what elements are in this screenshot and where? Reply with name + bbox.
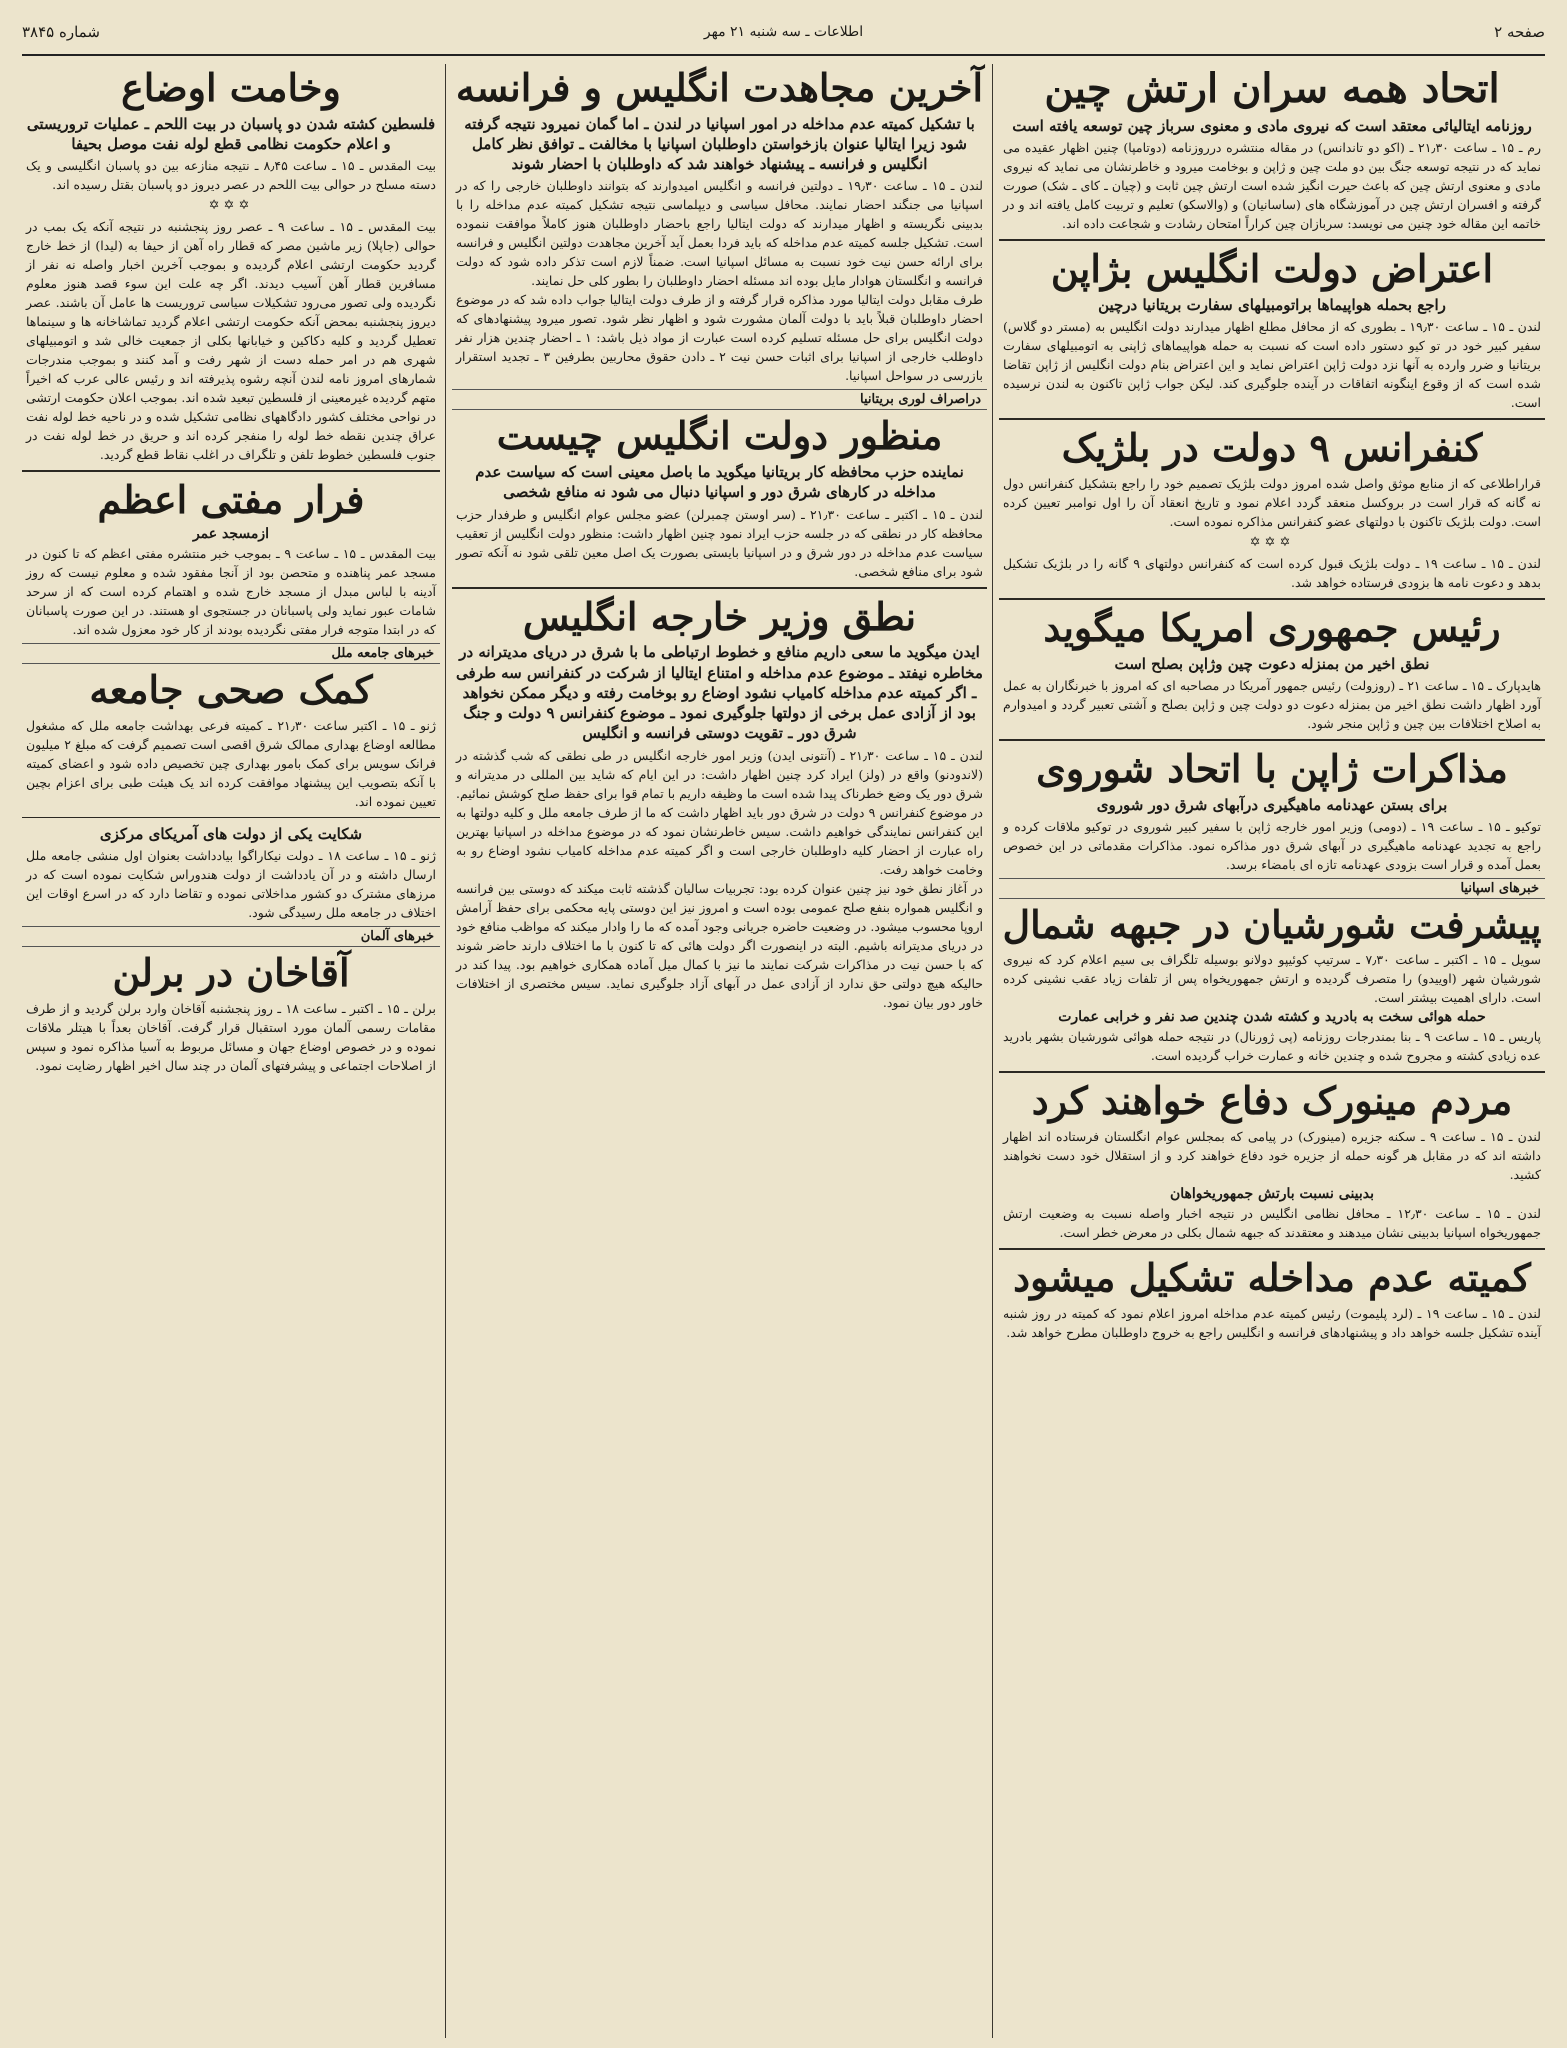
- article-china-army: رم ـ ۱۵ ـ ساعت ۲۱٫۳۰ ـ (اکو دو تاندانس) در مقاله منتشره درروزنامه (دوتامپا) چنین اظهار عقیده می نماید که در نتیجه توسعه جنگ بین دو ملت چین و ژاپن و بوخامت میرود و خاطرنشان می نماید که نیروی مادی و معنوی ارتش چین که باعث حیرت انگیز شده است ارتش چین ثابت و (چیان ـ کای ـ شک) صورت گرفته و افسران ارتش چین در آموزشگاه های (ساسانیان) و (والاسکو) تعلیم و تربیت کامل یافته اند و در خاتمه این مقاله خود چنین می نویسد: سربازان چین کراراً امتحان رشادت و شجاعت داده اند.: [1003, 140, 1541, 232]
- subhead-mufti: ازمسجد عمر: [192, 525, 270, 542]
- masthead: [22, 10, 1545, 56]
- star-divider: ✡✡✡: [208, 198, 254, 214]
- article-belgium-conference: قراراطلاعی که از منابع موثق واصل شده امروز دولت بلژیک تصمیم خود را راجع بتشکیل کنفرانس دول نه گانه که قرار است در بروکسل منعقد گردد اعلام نمود و تاریخ انعقاد آن را اول نوامبر تعیین کرده است. دولت بلژیک تاکنون با دولتهای عضو کنفرانس مذاکره نموده است.: [1003, 475, 1541, 529]
- headline-aga-khan: آقاخان در برلن: [112, 949, 350, 995]
- article-last-effort-2: طرف مقابل دولت ایتالیا مورد مذاکره قرار گرفته و از طرف دولت ایتالیا جواب داده شد که در موضوع احضار داوطلبان قبلاً باید با دولت آلمان مشورت شود و اظهار نظر شود. تصور میرود پیشنهادهای که دولت انگلیس برای حل مسئله تسلیم کرده است عبارت از مواد ذیل باشد: ۱ ـ احضار چندین هزار نفر داوطلب خارجی از اسپانیا برای اثبات حسن نیت ۲ ـ دادن حقوق محاربین بطرفین ۳ ـ تجدید استقرار بازرسی در سواحل اسپانیا.: [456, 292, 984, 384]
- subhead-eden-speech: ایدن میگوید ما سعی داریم منافع و خطوط ارتباطی ما با شرق در دریای مدیترانه در مخاطره نیفتد ـ موضوع عدم مداخله و امتناع ایتالیا از شرکت در کنفرانس سه طرفی ـ اگر کمیته عدم مداخله کامیاب نشود اوضاع رو بوخامت رفته و دیگر ممکن نخواهد بود از آزادی عمل برخی از دولتها جلوگیری نمود ـ موضوع کنفرانس ۹ دولت و جنگ شرق دور ـ تقویت دوستی فرانسه و انگلیس: [456, 643, 983, 743]
- section-label-league: خبرهای جامعه ملل: [22, 643, 440, 664]
- star-divider: ✡✡✡: [1249, 534, 1295, 550]
- date-line: اطلاعات ـ سه شنبه ۲۱ مهر: [703, 24, 864, 40]
- newspaper-page: [22, 10, 1545, 2038]
- column-right: [999, 64, 1545, 2038]
- subhead-air-raid: حمله هوائی سخت به بادرید و کشته شدن چندین صد نفر و خرابی عمارت: [1058, 1009, 1486, 1026]
- section-label-spain: خبرهای اسپانیا: [999, 878, 1545, 899]
- article-us-president: هایدپارک ـ ۱۵ ـ ساعت ۲۱ ـ (روزولت) رئیس جمهور آمریکا در مصاحبه ای که امروز با خبرنگاران به عمل آورد اظهار داشت نطق اخیر من بمنزله دعوت دو دولت چین و ژاپن بصلح و آشتی تعبیر گردد و امیدوارم به اصلاح اختلافات بین چین و ژاپن منجر شود.: [1003, 677, 1541, 731]
- subhead-japan-soviet: برای بستن عهدنامه ماهیگیری درآبهای شرق دور شوروی: [1096, 795, 1448, 814]
- headline-uk-protest: اعتراض دولت انگلیس بژاپن: [1050, 246, 1494, 292]
- article-japan-soviet: توکیو ـ ۱۵ ـ ساعت ۱۹ ـ (دومی) وزیر امور خارجه ژاپن با سفیر کبیر شوروی در توکیو ملاقات کرده و راجع به تجدید عهدنامه ماهیگیری در آبهای شرق دور مذاکره نمود. مذاکرات مقدماتی در این خصوص بعمل آمده و قرار است بزودی عهدنامه تازه ای بامضاء برسد.: [1003, 818, 1541, 872]
- article-non-intervention: لندن ـ ۱۵ ـ ساعت ۱۹ ـ (لرد پلیموت) رئیس کمیته عدم مداخله امروز اعلام نمود که کمیته در روز شنبه آینده تشکیل جلسه خواهد داد و پیشنهادهای فرانسه و انگلیس راجع به خروج داوطلبان مطرح خواهد شد.: [1003, 1305, 1541, 1340]
- headline-uk-intent: منظور دولت انگلیس چیست: [496, 413, 943, 459]
- headline-rebels-north: پیشرفت شورشیان در جبهه شمال: [1002, 901, 1542, 947]
- article-uk-intent: لندن ـ ۱۵ ـ اکتبر ـ ساعت ۲۱٫۳۰ ـ (سر اوستن چمبرلن) عضو مجلس عوام انگلیس و طرفدار حزب محافظه کار در نطقی که در جلسه حزب ایراد نمود چنین اظهار داشت: منظور دولت انگلیس از تعقیب سیاست عدم مداخله در دور شرق و در اسپانیا بایستی بصورت یک اصل معین تلقی شود نه آنکه تصور شود برای منافع شخصی.: [456, 506, 983, 579]
- article-mufti: بیت المقدس ـ ۱۵ ـ ساعت ۹ ـ بموجب خبر منتشره مفتی اعظم که تا کنون در مسجد عمر پناهنده و متحصن بود از آنجا مفقود شده و معلوم نیست که روز آدینه با لباس مبدل از مسجد خارج شده و اهتمام کرده است که از سرحد شامات عبور نماید ولی پاسبانان در جستجوی او هستند. در این صورت پاسبانان که در ابتدا متوجه فرار مفتی نگردیده بودند از کار خود معزول شده اند.: [26, 545, 436, 637]
- headline-belgium-conference: کنفرانس ۹ دولت در بلژیک: [1061, 425, 1483, 471]
- article-uk-protest: لندن ـ ۱۵ ـ ساعت ۱۹٫۳۰ ـ بطوری که از محافل مطلع اظهار میدارند دولت انگلیس به (مستر دو گلاس) سفیر کبیر خود در تو کیو دستور داده است که نسبت به حمله هواپیماهای ژاپنی به اتومبیلهای سفارت بریتانیا و ضرر وارده به آنها نزد دولت ژاپن اعتراض نماید و این اعتراض بنام دولت انگلیس از ژاپن تقاضا شده است که از وقوع اینگونه اتفاقات در آینده جلوگیری کند. لیکن جواب ژاپن تاکنون به لندن نرسیده است.: [1003, 319, 1541, 411]
- column-left: [22, 64, 440, 2038]
- article-aga-khan: برلن ـ ۱۵ ـ اکتبر ـ ساعت ۱۸ ـ روز پنجشنبه آقاخان وارد برلن گردید و از طرف مقامات رسمی آلمان مورد استقبال قرار گرفت. آقاخان بعداً با هیتلر ملاقات نموده و در خصوص اوضاع جهان و مسائل مربوط به آسیا مذاکره نمود و سپس از اصلاحات اجتماعی و پیشرفتهای آلمان در چند سال اخیر اظهار رضایت نمود.: [26, 1000, 437, 1073]
- subhead-palestine: فلسطین کشته شدن دو پاسبان در بیت اللحم ـ عملیات تروریستی و اعلام حکومت نظامی قطع لوله نفت موصل بحیفا: [26, 114, 436, 153]
- article-pessimism: لندن ـ ۱۵ ـ ساعت ۱۲٫۳۰ ـ محافل نظامی انگلیس در نتیجه اخبار واصله نسبت به وضعیت ارتش جمهوریخواه اسپانیا بدبینی نشان میدهند و معتقدند که جبهه شمال بکلی در معرض خطر است.: [1003, 1206, 1541, 1241]
- headline-minorca: مردم مینورک دفاع خواهند کرد: [1031, 1078, 1513, 1124]
- headline-eden-speech: نطق وزیر خارجه انگلیس: [522, 593, 917, 639]
- column-center: [452, 64, 987, 2038]
- headline-palestine: وخامت اوضاع: [121, 65, 341, 110]
- article-minorca: لندن ـ ۱۵ ـ ساعت ۹ ـ سکنه جزیره (مینورک) در پیامی که بمجلس عوام انگلستان فرستاده اند اظهار داشته اند که در مقابل هر گونه حمله از جزیره خود دفاع خواهند کرد و از استقلال خود دست نخواهند کشید.: [1003, 1129, 1541, 1183]
- column-rule: [445, 64, 446, 2038]
- article-belgium-conference-2: لندن ـ ۱۵ ـ ساعت ۱۹ ـ دولت بلژیک قبول کرده است که کنفرانس دولتهای ۹ گانه را در بلژیک تشکیل بدهد و دعوت نامه ها بزودی فرستاده خواهد شد.: [1003, 555, 1541, 590]
- article-palestine: بیت المقدس ـ ۱۵ ـ ساعت ۸٫۴۵ ـ نتیجه منازعه بین دو پاسبان انگلیسی و یک دسته مسلح در حوالی بیت اللحم در عصر دیروز دو پاسبان بقتل رسیده اند.: [26, 158, 436, 193]
- subhead-us-president: نطق اخیر من بمنزله دعوت چین وژاپن بصلح است: [1114, 654, 1430, 673]
- headline-health-aid: کمک صحی جامعه: [89, 666, 373, 712]
- headline-china-army: اتحاد همه سران ارتش چین: [1044, 65, 1500, 112]
- page-tag: صفحه ۲: [1494, 23, 1545, 41]
- headline-non-intervention: کمیته عدم مداخله تشکیل میشود: [1013, 1255, 1531, 1301]
- section-label-germany: خبرهای آلمان: [22, 926, 440, 947]
- headline-last-effort: آخرین مجاهدت انگلیس و فرانسه: [455, 65, 984, 110]
- subhead-nicaragua: شکایت یکی از دولت های آمریکای مرکزی: [99, 824, 363, 843]
- section-label-britain: دراصراف لوری بریتانیا: [452, 389, 987, 410]
- headline-japan-soviet: مذاکرات ژاپن با اتحاد شوروی: [1036, 745, 1508, 791]
- subhead-uk-protest: راجع بحمله هواپیماها براتومبیلهای سفارت بریتانیا درچین: [1098, 295, 1446, 314]
- article-nicaragua: ژنو ـ ۱۵ ـ ساعت ۱۸ ـ دولت نیکاراگوا بیادداشت بعنوان اول منشی جامعه ملل ارسال داشته و در آن یادداشت از دولت هندوراس شکایت نموده است که در مرزهای مشترک دو کشور مداخلاتی نموده و تقاضا دارد که در اسرع اوقات این اختلاف در جامعه ملل رسیدگی شود.: [26, 847, 436, 920]
- article-health-aid: ژنو ـ ۱۵ ـ اکتبر ساعت ۲۱٫۳۰ ـ کمیته فرعی بهداشت جامعه ملل که مشغول مطالعه اوضاع بهداری ممالک شرق اقصی است تصمیم گرفت که مبلغ ۲ میلیون فرانک سویس برای کمک بامور بهداری چین تخصیص داده شود و اعضای کمیته با آنکه بتصویب این پیشنهاد موافقت کرده اند یک هیئت طبی برای اعزام بچین تعیین نموده اند.: [26, 717, 436, 809]
- article-air-raid: پاریس ـ ۱۵ ـ ساعت ۹ ـ بنا بمندرجات روزنامه (پی ژورنال) در نتیجه حمله هوائی شورشیان بشهر بادرید عده زیادی کشته و مجروح شده و چندین خانه و عمارت خراب گردیده است.: [1003, 1029, 1541, 1064]
- column-rule: [992, 64, 993, 2038]
- article-rebels-north: سویل ـ ۱۵ ـ اکتبر ـ ساعت ۷٫۳۰ ـ سرتیپ کوئیپو دولانو بوسیله تلگراف بی سیم اعلام کرد که نیروی شورشیان شهر (اوییدو) را متصرف گردیده و ارتش جمهوریخواه پس از تلفات زیاد عقب نشینی کرده است. دارای اهمیت بیشتر است.: [1003, 952, 1541, 1006]
- article-last-effort: لندن ـ ۱۵ ـ ساعت ۱۹٫۳۰ ـ دولتین فرانسه و انگلیس امیدوارند که بتوانند داوطلبان خارجی را که در اسپانیا می جنگند احضار نمایند. محافل سیاسی و دیپلماسی نتیجه تشکیل کمیته عدم مداخله را با بدبینی نگریسته و اظهار میدارند که دولت ایتالیا راجع باحضار داوطلبان هنوز کاملاً موافقت ننموده است. تشکیل جلسه کمیته عدم مداخله که باید فردا بعمل آید آخرین مجاهدت دولتین انگلیس و فرانسه برای ارائه حسن نیت خود نسبت به مسائل اسپانیا است. ضمناً لازم است تذکر داده شود که دولت فرانسه و انگلستان هوادار مایل بوده اند مسئله احضار داوطلبان را بطور کلی حل نمایند.: [456, 178, 983, 289]
- headline-us-president: رئیس جمهوری امریکا میگوید: [1043, 604, 1501, 650]
- subhead-china-army: روزنامه ایتالیائی معتقد است که نیروی مادی و معنوی سرباز چین توسعه یافته است: [1012, 117, 1532, 135]
- article-eden-speech: لندن ـ ۱۵ ـ ساعت ۲۱٫۳۰ ـ (آنتونی ایدن) وزیر امور خارجه انگلیس در طی نطقی که شب گذشته در (لاندودنو) واقع در (ولز) ایراد کرد چنین اظهار داشت: در این ایام که شاید بین المللی در مدیترانه و شرق دور یک وضع خطرناک پیدا شده است ما وظیفه داریم با تمام قوا برای حفظ صلح کوشش نمائیم. در موضوع کنفرانس ۹ دولت در شرق دور باید اظهار داشت که ما از طرف جامعه ملل و کلیه دولتها به این کنفرانس نمایندگی خواهیم داشت. سیس خاطرنشان نمود که در موضوع مداخله در اسپانیا بهترین راه عبارت از احضار کلیه داوطلبان خارجی است و اگر کمیته عدم مداخله کامیاب نشود اوضاع رو به وخامت خواهد رفت.: [456, 747, 983, 877]
- article-palestine-2: بیت المقدس ـ ۱۵ ـ ساعت ۹ ـ عصر روز پنجشنبه در نتیجه آنکه یک بمب در حوالی (جاپلا) زیر ماشین مصر که قطار راه آهن از حیفا به (لیدا) از خط خارج گردید حکومت ارتشی اعلام گردیده و بموجب آخرین اخبار واصله نه نفر از مسافرین قطار آهن آسیب دیدند. اگر چه علت این سوء قصد هنوز معلوم نگردیده ولی تصور می‌رود تشکیلات سیاسی تروریست ها عامل آن باشند. عصر دیروز پنجشنبه بمحض آنکه حکومت ارتشی اعلام گردید تماشاخانه ها و سینماها تعطیل گردید و کلیه دکاکین و خیابانها بکلی از جمعیت خالی شد و اتومبیلهای شهری هم در امر حمله دست از شهر رفت و آمد کنند و بموجب مندرجات شمارهای امروز نامه لندن آنچه رشوه پذیرفته اند و رئیس عالی عرب که اخیراً متهم گردیده غیرمعینی از فلسطین تبعید شده اند. بموجب اعلان حکومت ارتشی در نواحی مختلف کشور دادگاههای نظامی تشکیل شده و در ناحیه خط لوله نفت عراق چندین نقطه خط لوله را منفجر کرده اند و حریق در خط لوله نفت در جنوب فلسطین خطوط تلفن و تلگراف در اغلب نقاط قطع گردید.: [26, 219, 436, 463]
- article-eden-speech-2: در آغاز نطق خود نیز چنین عنوان کرده بود: تجربیات سالیان گذشته ثابت میکند که دوستی بین فرانسه و انگلیس همواره بنفع صلح عمومی بوده است و امروز نیز این دوستی پایه محکمی برای حفظ آرامش اروپا محسوب میشود. در وضعیت حاضره جریانی وجود آمده که ما را وادار میکند که مواظب منافع خود در دریای مدیترانه باشیم. البته در اینصورت اگر دولت هائی که تا کنون با ما اختلاف دارند حاضر شوند که با حسن نیت در مذاکرات شرکت نمایند ما نیز با کمال میل آماده همکاری خواهیم بود. پیدا کند در حالیکه هیچ دولتی حق ندارد از آزادی عمل در آبهای آزاد جلوگیری نماید. سیس مختصری از اختلافات خاور دور بیان نمود.: [456, 880, 983, 1010]
- issue-number: شماره ۳۸۴۵: [22, 23, 100, 41]
- subhead-pessimism: بدبینی نسبت بارتش جمهوریخواهان: [1169, 1186, 1375, 1203]
- subhead-last-effort: با تشکیل کمیته عدم مداخله در امور اسپانیا در لندن ـ اما گمان نمیرود نتیجه گرفته شود زیرا ایتالیا عنوان بازخواستن داوطلبان اسپانیا با مخالفت ـ توافق نظر کامل انگلیس و فرانسه ـ پیشنهاد خواهند شد که داوطلبان با احضار شوند: [464, 114, 975, 174]
- headline-mufti: فرار مفتی اعظم: [97, 477, 365, 523]
- subhead-uk-intent: نماینده حزب محافظه کار بریتانیا میگوید ما باصل معینی است که سیاست عدم مداخله در کارهای شرق دور و اسپانیا دنبال می شود نه منافع شخصی: [475, 463, 964, 502]
